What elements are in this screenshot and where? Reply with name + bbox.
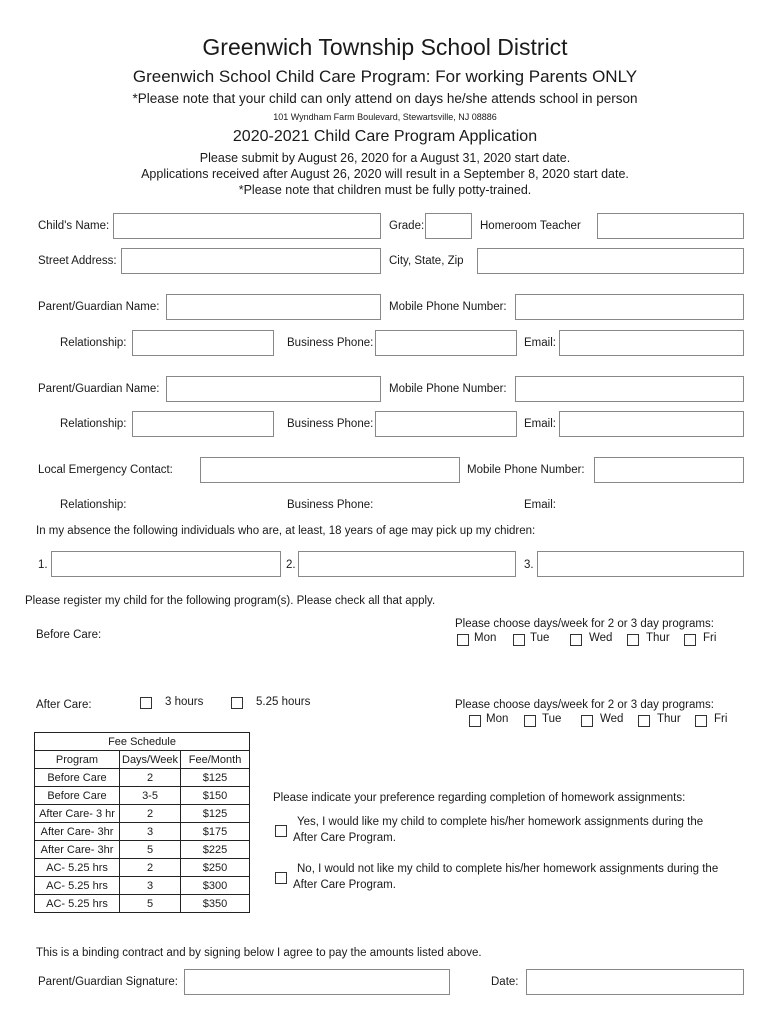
fee-cell-fee: $350: [181, 895, 250, 913]
homeroom-teacher-field[interactable]: [597, 213, 744, 239]
fee-cell-days: 5: [120, 841, 181, 859]
table-row: [35, 859, 250, 877]
fee-cell-fee: $300: [181, 877, 250, 895]
fee-cell-program: After Care- 3 hr: [35, 805, 120, 823]
city-state-zip-label: City, State, Zip: [389, 255, 464, 267]
guardian2-mobile-field[interactable]: [515, 376, 744, 402]
after-care-fri-checkbox[interactable]: [695, 715, 707, 727]
street-address-label: Street Address:: [38, 255, 117, 267]
after-care-525hours-label: 5.25 hours: [256, 696, 311, 708]
after-care-mon-checkbox[interactable]: [469, 715, 481, 727]
fee-header-fee: Fee/Month: [181, 751, 250, 769]
before-care-wed-checkbox[interactable]: [570, 634, 582, 646]
table-row: [35, 805, 250, 823]
table-row: [35, 877, 250, 895]
after-care-mon-label: Mon: [486, 713, 509, 725]
school-address: 101 Wyndham Farm Boulevard, Stewartsville, NJ 08886: [273, 112, 497, 122]
pickup-person-2-field[interactable]: [298, 551, 516, 577]
pickup-person-1-field[interactable]: [51, 551, 281, 577]
child-name-label: Child's Name:: [38, 220, 110, 232]
fee-cell-fee: $175: [181, 823, 250, 841]
fee-schedule-title: Fee Schedule: [35, 733, 250, 751]
guardian2-relationship-field[interactable]: [132, 411, 274, 437]
fee-cell-program: Before Care: [35, 787, 120, 805]
guardian2-email-label: Email:: [524, 418, 556, 430]
table-row: [35, 841, 250, 859]
city-state-zip-field[interactable]: [477, 248, 744, 274]
guardian2-email-field[interactable]: [559, 411, 744, 437]
fee-header-days: Days/Week: [120, 751, 181, 769]
guardian2-name-label: Parent/Guardian Name:: [38, 383, 160, 395]
after-care-525hours-checkbox[interactable]: [231, 697, 243, 709]
grade-label: Grade:: [389, 220, 425, 232]
after-care-3hours-checkbox[interactable]: [140, 697, 152, 709]
fee-cell-days: 3-5: [120, 787, 181, 805]
after-care-wed-label: Wed: [600, 713, 624, 725]
before-care-wed-label: Wed: [589, 632, 613, 644]
before-care-thur-label: Thur: [646, 632, 670, 644]
fee-cell-days: 3: [120, 877, 181, 895]
fee-cell-fee: $225: [181, 841, 250, 859]
grade-field[interactable]: [425, 213, 472, 239]
emergency-mobile-label: Mobile Phone Number:: [467, 464, 585, 476]
guardian1-name-field[interactable]: [166, 294, 381, 320]
homework-intro: Please indicate your preference regarding completion of homework assignments:: [273, 792, 686, 804]
fee-cell-program: AC- 5.25 hrs: [35, 877, 120, 895]
guardian1-relationship-label: Relationship:: [60, 337, 127, 349]
after-care-days-prompt: Please choose days/week for 2 or 3 day programs:: [455, 699, 714, 711]
homework-no-line2: After Care Program.: [293, 879, 396, 891]
homework-yes-checkbox[interactable]: [275, 825, 287, 837]
before-care-mon-label: Mon: [474, 632, 497, 644]
emergency-contact-field[interactable]: [200, 457, 460, 483]
application-title: 2020-2021 Child Care Program Application: [232, 128, 538, 145]
district-title: Greenwich Township School District: [202, 34, 568, 60]
signature-label: Parent/Guardian Signature:: [38, 976, 179, 988]
emergency-email-label: Email:: [524, 499, 556, 511]
guardian2-mobile-label: Mobile Phone Number:: [389, 383, 507, 395]
guardian1-business-phone-label: Business Phone:: [287, 337, 374, 349]
pickup-number-3: 3.: [524, 559, 534, 571]
table-row: [35, 823, 250, 841]
fee-cell-days: 2: [120, 769, 181, 787]
homework-yes-line2: After Care Program.: [293, 832, 396, 844]
late-notice: Applications received after August 26, 2020 will result in a September 8, 2020 start date.: [141, 167, 629, 181]
fee-cell-fee: $150: [181, 787, 250, 805]
emergency-mobile-field[interactable]: [594, 457, 744, 483]
in-person-note: *Please note that your child can only attend on days he/she attends school in person: [132, 91, 638, 106]
before-care-fri-label: Fri: [703, 632, 717, 644]
fee-cell-program: After Care- 3hr: [35, 823, 120, 841]
fee-cell-days: 5: [120, 895, 181, 913]
after-care-label: After Care:: [36, 699, 92, 711]
date-field[interactable]: [526, 969, 744, 995]
guardian1-email-label: Email:: [524, 337, 556, 349]
submit-deadline: Please submit by August 26, 2020 for a August 31, 2020 start date.: [199, 151, 571, 165]
guardian2-business-phone-label: Business Phone:: [287, 418, 374, 430]
after-care-wed-checkbox[interactable]: [581, 715, 593, 727]
fee-cell-days: 2: [120, 805, 181, 823]
table-row: [35, 787, 250, 805]
pickup-intro: In my absence the following individuals who are, at least, 18 years of age may pick up my chidren:: [36, 525, 536, 537]
homework-no-line1: No, I would not like my child to complete his/her homework assignments during the: [297, 863, 719, 875]
child-name-field[interactable]: [113, 213, 381, 239]
after-care-3hours-label: 3 hours: [165, 696, 204, 708]
before-care-tue-label: Tue: [530, 632, 550, 644]
potty-note: *Please note that children must be fully potty-trained.: [238, 183, 532, 197]
before-care-label: Before Care:: [36, 629, 102, 641]
before-care-fri-checkbox[interactable]: [684, 634, 696, 646]
emergency-contact-label: Local Emergency Contact:: [38, 464, 173, 476]
guardian1-business-phone-field[interactable]: [375, 330, 517, 356]
fee-cell-program: Before Care: [35, 769, 120, 787]
before-care-mon-checkbox[interactable]: [457, 634, 469, 646]
guardian1-name-label: Parent/Guardian Name:: [38, 301, 160, 313]
fee-cell-fee: $125: [181, 769, 250, 787]
guardian2-name-field[interactable]: [166, 376, 381, 402]
homework-yes-line1: Yes, I would like my child to complete his/her homework assignments during the: [297, 816, 704, 828]
emergency-relationship-label: Relationship:: [60, 499, 127, 511]
fee-cell-days: 2: [120, 859, 181, 877]
after-care-thur-checkbox[interactable]: [638, 715, 650, 727]
fee-cell-fee: $125: [181, 805, 250, 823]
guardian2-relationship-label: Relationship:: [60, 418, 127, 430]
fee-cell-program: AC- 5.25 hrs: [35, 859, 120, 877]
after-care-fri-label: Fri: [714, 713, 728, 725]
signature-field[interactable]: [184, 969, 450, 995]
before-care-days-prompt: Please choose days/week for 2 or 3 day programs:: [455, 618, 714, 630]
after-care-tue-checkbox[interactable]: [524, 715, 536, 727]
after-care-tue-label: Tue: [542, 713, 562, 725]
fee-cell-fee: $250: [181, 859, 250, 877]
homeroom-teacher-label: Homeroom Teacher: [480, 220, 581, 232]
fee-cell-days: 3: [120, 823, 181, 841]
guardian1-mobile-field[interactable]: [515, 294, 744, 320]
emergency-business-phone-label: Business Phone:: [287, 499, 374, 511]
fee-schedule-table: [34, 732, 250, 913]
fee-cell-program: After Care- 3hr: [35, 841, 120, 859]
pickup-number-1: 1.: [38, 559, 48, 571]
fee-cell-program: AC- 5.25 hrs: [35, 895, 120, 913]
table-row: [35, 769, 250, 787]
homework-no-checkbox[interactable]: [275, 872, 287, 884]
program-title: Greenwich School Child Care Program: For working Parents ONLY: [132, 67, 638, 86]
before-care-tue-checkbox[interactable]: [513, 634, 525, 646]
guardian1-mobile-label: Mobile Phone Number:: [389, 301, 507, 313]
pickup-person-3-field[interactable]: [537, 551, 744, 577]
before-care-thur-checkbox[interactable]: [627, 634, 639, 646]
table-row: [35, 895, 250, 913]
after-care-thur-label: Thur: [657, 713, 681, 725]
pickup-number-2: 2.: [286, 559, 296, 571]
fee-header-program: Program: [35, 751, 120, 769]
binding-contract-text: This is a binding contract and by signing below I agree to pay the amounts listed above.: [36, 947, 482, 959]
guardian1-email-field[interactable]: [559, 330, 744, 356]
date-label: Date:: [491, 976, 519, 988]
street-address-field[interactable]: [121, 248, 381, 274]
programs-intro: Please register my child for the following program(s). Please check all that apply.: [25, 595, 436, 607]
guardian1-relationship-field[interactable]: [132, 330, 274, 356]
guardian2-business-phone-field[interactable]: [375, 411, 517, 437]
